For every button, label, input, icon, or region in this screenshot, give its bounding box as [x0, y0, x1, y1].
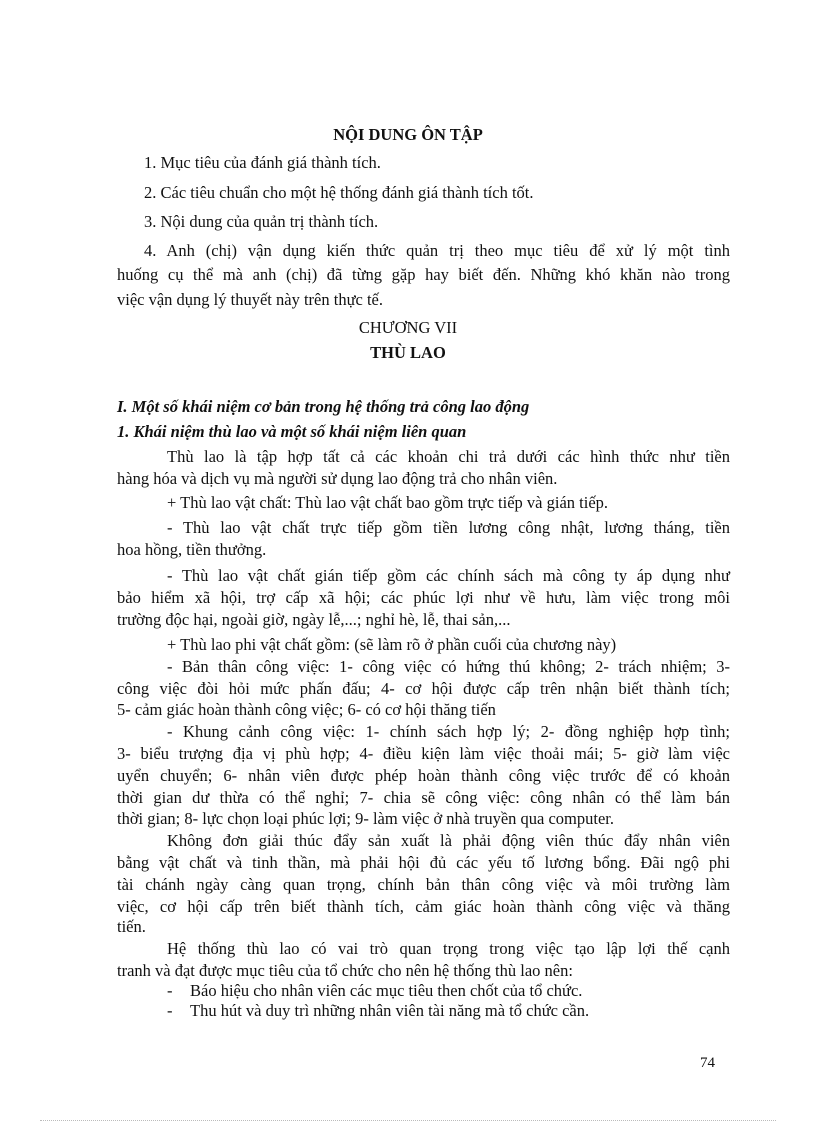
section-heading: I. Một số khái niệm cơ bản trong hệ thống trả công lao động	[117, 397, 530, 416]
body-line: + Thù lao vật chất: Thù lao vật chất bao gồm trực tiếp và gián tiếp.	[167, 493, 609, 512]
review-item: 1. Mục tiêu của đánh giá thành tích.	[144, 153, 381, 172]
body-line: hoa hồng, tiền thưởng.	[117, 540, 267, 559]
body-line: công việc đòi hỏi mức phấn đấu; 4- cơ hội được cấp trên nhận biết thành tích;	[117, 679, 730, 698]
page-number: 74	[700, 1055, 715, 1071]
review-item: 2. Các tiêu chuẩn cho một hệ thống đánh giá thành tích tốt.	[144, 183, 534, 202]
review-item: 4. Anh (chị) vận dụng kiến thức quản trị theo mục tiêu để xử lý một tình	[144, 241, 730, 260]
review-item-cont: việc vận dụng lý thuyết này trên thực tế.	[117, 290, 383, 309]
review-item-cont: huống cụ thể mà anh (chị) đã từng gặp hay biết đến. Những khó khăn nào trong	[117, 265, 730, 284]
body-line: - Bản thân công việc: 1- công việc có hứng thú không; 2- trách nhiệm; 3-	[167, 657, 730, 676]
body-line: Không đơn giải thúc đẩy sản xuất là phải động viên thúc đẩy nhân viên	[167, 831, 730, 850]
body-line: 3- biểu trượng địa vị phù hợp; 4- điều kiện làm việc thoải mái; 5- giờ làm việc	[117, 744, 730, 763]
body-line: tài chánh ngày càng quan trọng, chính bản thân công việc và môi trường làm	[117, 875, 730, 894]
body-line: tranh và đạt được mục tiêu của tổ chức cho nên hệ thống thù lao nên:	[117, 961, 573, 980]
section-subheading: 1. Khái niệm thù lao và một số khái niệm liên quan	[117, 422, 467, 441]
body-line: việc, cơ hội cấp trên biết thành tích, cảm giác hoàn thành công việc và thăng	[117, 897, 730, 916]
body-line: thời gian dư thừa có thể nghỉ; 7- chia sẽ công việc: công nhân có thể làm bán	[117, 788, 730, 807]
body-line: uyển chuyển; 6- nhân viên được phép hoàn thành công việc trước để có khoản	[117, 766, 730, 785]
review-item: 3. Nội dung của quản trị thành tích.	[144, 212, 379, 231]
body-line: - Thù lao vật chất trực tiếp gồm tiền lương công nhật, lương tháng, tiền	[167, 518, 730, 537]
footer-divider	[40, 1120, 776, 1121]
body-line: 5- cảm giác hoàn thành công việc; 6- có cơ hội thăng tiến	[117, 700, 496, 719]
body-line: Hệ thống thù lao có vai trò quan trọng trong việc tạo lập lợi thế cạnh	[167, 939, 730, 958]
chapter-title: THÙ LAO	[370, 343, 446, 362]
bullet-text: Báo hiệu cho nhân viên các mục tiêu then chốt của tổ chức.	[190, 981, 583, 1000]
body-line: + Thù lao phi vật chất gồm: (sẽ làm rõ ở phần cuối của chương này)	[167, 635, 617, 654]
body-line: bằng vật chất và tinh thần, mà phải hội đủ các yếu tố lương bổng. Đãi ngộ phi	[117, 853, 730, 872]
body-line: tiến.	[117, 917, 146, 936]
review-title: NỘI DUNG ÔN TẬP	[333, 125, 483, 144]
body-line: Thù lao là tập hợp tất cả các khoản chi trả dưới các hình thức như tiền	[167, 447, 730, 466]
bullet-dash: -	[167, 1001, 173, 1020]
body-line: thời gian; 8- lực chọn loại phúc lợi; 9- làm việc ở nhà truyền qua computer.	[117, 809, 614, 828]
body-line: - Thù lao vật chất gián tiếp gồm các chính sách mà công ty áp dụng như	[167, 566, 730, 585]
body-line: trường độc hại, ngoài giờ, ngày lễ,...; nghỉ hè, lễ, thai sản,...	[117, 610, 511, 629]
body-line: hàng hóa và dịch vụ mà người sử dụng lao động trả cho nhân viên.	[117, 469, 558, 488]
bullet-dash: -	[167, 981, 173, 1000]
bullet-text: Thu hút và duy trì những nhân viên tài năng mà tổ chức cần.	[190, 1001, 590, 1020]
body-line: bảo hiểm xã hội, trợ cấp xã hội; các phúc lợi như về hưu, làm việc trong môi	[117, 588, 730, 607]
chapter-number: CHƯƠNG VII	[358, 318, 458, 337]
body-line: - Khung cảnh công việc: 1- chính sách hợp lý; 2- đồng nghiệp hợp tình;	[167, 722, 730, 741]
